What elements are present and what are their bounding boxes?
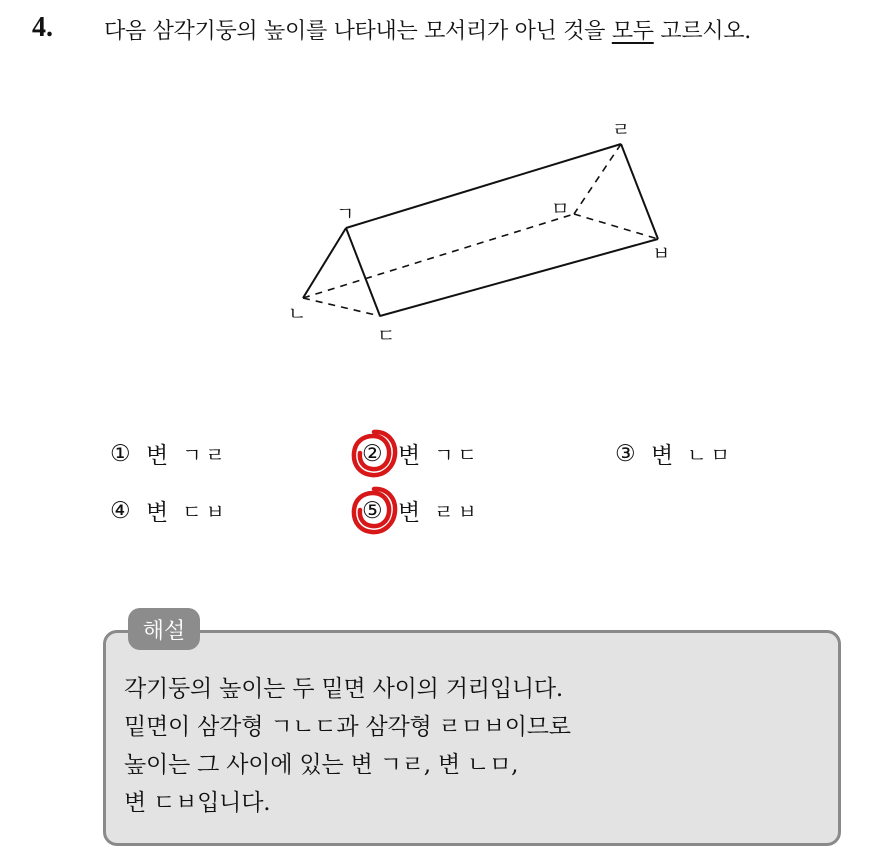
choice-label: ㄹㅂ [434,500,481,524]
vertex-label-b: ㅂ [652,243,671,265]
choice-number: ② [362,440,383,467]
question-number: 4. [32,12,53,43]
explanation-line-2: 밑면이 삼각형 ㄱㄴㄷ과 삼각형 ㄹㅁㅂ이므로 [124,714,571,740]
edge-mb [574,214,658,239]
choice-word: 변 [398,500,421,526]
choice-number: ③ [615,440,636,467]
edge-gn [303,228,346,298]
choice-label: ㄴㅁ [687,443,734,467]
vertex-label-r: ㄹ [612,119,631,141]
choice-1[interactable] [110,437,229,470]
selection-mark-choice-5 [348,485,400,537]
question-text-end: 고르시오. [653,19,751,44]
edge-gd [346,228,380,316]
edge-rb [621,144,658,239]
explanation-line-1: 각기둥의 높이는 두 밑면 사이의 거리입니다. [124,676,563,702]
choice-3[interactable] [615,437,734,470]
choice-word: 변 [146,500,169,526]
vertex-label-d: ㄷ [377,325,396,347]
choice-word: 변 [146,443,169,469]
explanation-line-3: 높이는 그 사이에 있는 변 ㄱㄹ, 변 ㄴㅁ, [124,752,519,778]
choice-label: ㄱㄷ [434,443,481,467]
choice-word: 변 [398,443,421,469]
vertex-label-n: ㄴ [288,303,307,325]
question-emphasis: 모두 [611,19,654,44]
choice-4[interactable] [110,494,229,527]
choice-word: 변 [651,443,674,469]
vertex-label-g: ㄱ [336,203,355,225]
edge-rm [574,144,621,214]
choice-label: ㄱㄹ [182,443,229,467]
choice-number: ① [110,440,131,467]
edge-nd [303,298,380,316]
choice-number: ⑤ [362,497,383,524]
question-text-start: 다음 삼각기둥의 높이를 나타내는 모서리가 아닌 것을 [104,19,612,44]
explanation-tag: 해설 [128,608,200,650]
edge-db [380,239,658,316]
vertex-label-m: ㅁ [551,198,570,220]
choice-label: ㄷㅂ [182,500,229,524]
choice-number: ④ [110,497,131,524]
selection-mark-choice-2 [348,428,400,480]
explanation-line-4: 변 ㄷㅂ입니다. [124,790,271,816]
edge-nm [303,214,574,298]
